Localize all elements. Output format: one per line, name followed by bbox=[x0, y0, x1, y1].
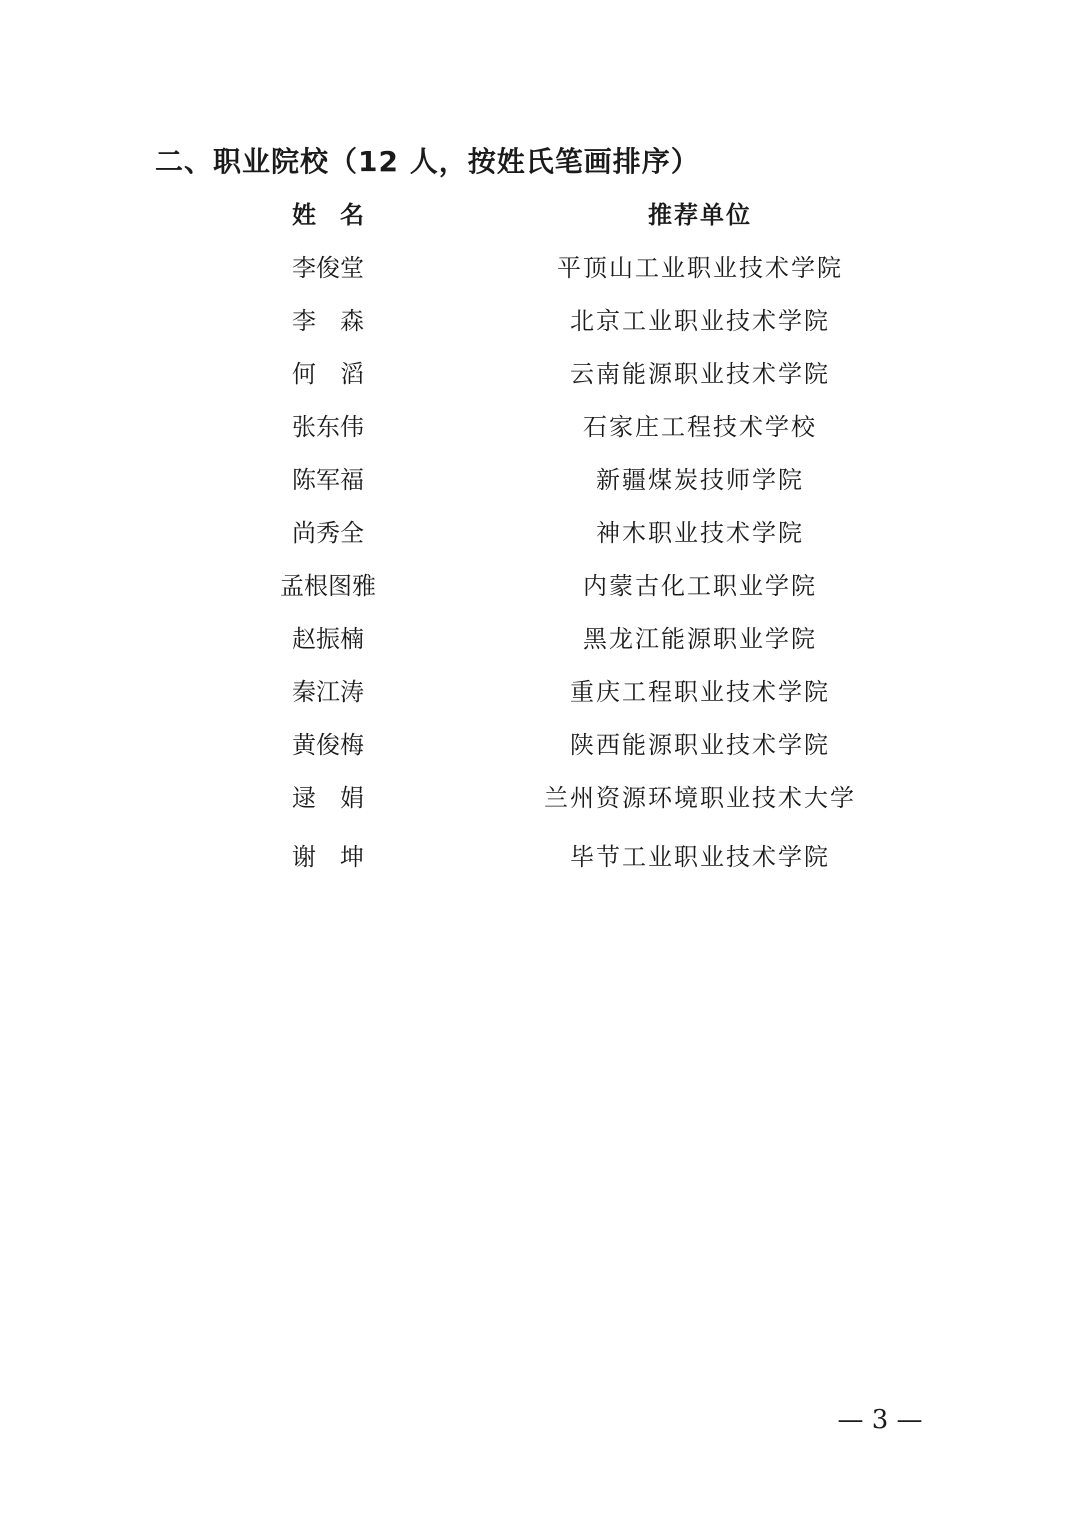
person-name: 陈军福 bbox=[292, 466, 364, 494]
table-row bbox=[0, 301, 1080, 354]
recommending-unit: 神木职业技术学院 bbox=[596, 519, 804, 547]
person-name: 孟根图雅 bbox=[280, 572, 376, 600]
recommending-unit: 云南能源职业技术学院 bbox=[570, 360, 830, 388]
person-name: 尚秀全 bbox=[292, 519, 364, 547]
table-row bbox=[0, 725, 1080, 778]
table-header-row bbox=[0, 195, 1080, 248]
section-heading: 二、职业院校（12 人，按姓氏笔画排序） bbox=[155, 145, 700, 178]
recommending-unit: 陕西能源职业技术学院 bbox=[570, 731, 830, 759]
column-header-name: 姓 名 bbox=[292, 201, 364, 229]
recommending-unit: 内蒙古化工职业学院 bbox=[583, 572, 817, 600]
recommendation-table bbox=[0, 195, 1080, 890]
page-number: — 3 — bbox=[837, 1405, 923, 1435]
person-name: 张东伟 bbox=[292, 413, 364, 441]
table-row bbox=[0, 837, 1080, 890]
table-row bbox=[0, 619, 1080, 672]
person-name: 逯 娟 bbox=[292, 784, 364, 812]
table-row bbox=[0, 460, 1080, 513]
table-row bbox=[0, 513, 1080, 566]
table-row bbox=[0, 566, 1080, 619]
table-row bbox=[0, 778, 1080, 831]
table-row bbox=[0, 354, 1080, 407]
recommending-unit: 北京工业职业技术学院 bbox=[570, 307, 830, 335]
recommending-unit: 兰州资源环境职业技术大学 bbox=[544, 784, 856, 812]
recommending-unit: 黑龙江能源职业学院 bbox=[583, 625, 817, 653]
table-row bbox=[0, 407, 1080, 460]
person-name: 李 森 bbox=[292, 307, 364, 335]
recommending-unit: 新疆煤炭技师学院 bbox=[596, 466, 804, 494]
person-name: 李俊堂 bbox=[292, 254, 364, 282]
person-name: 何 滔 bbox=[292, 360, 364, 388]
recommending-unit: 石家庄工程技术学校 bbox=[583, 413, 817, 441]
person-name: 赵振楠 bbox=[292, 625, 364, 653]
person-name: 秦江涛 bbox=[292, 678, 364, 706]
recommending-unit: 毕节工业职业技术学院 bbox=[570, 843, 830, 871]
recommending-unit: 重庆工程职业技术学院 bbox=[570, 678, 830, 706]
person-name: 谢 坤 bbox=[292, 843, 364, 871]
recommending-unit: 平顶山工业职业技术学院 bbox=[557, 254, 843, 282]
column-header-unit: 推荐单位 bbox=[648, 201, 752, 229]
table-row bbox=[0, 672, 1080, 725]
person-name: 黄俊梅 bbox=[292, 731, 364, 759]
table-row bbox=[0, 248, 1080, 301]
